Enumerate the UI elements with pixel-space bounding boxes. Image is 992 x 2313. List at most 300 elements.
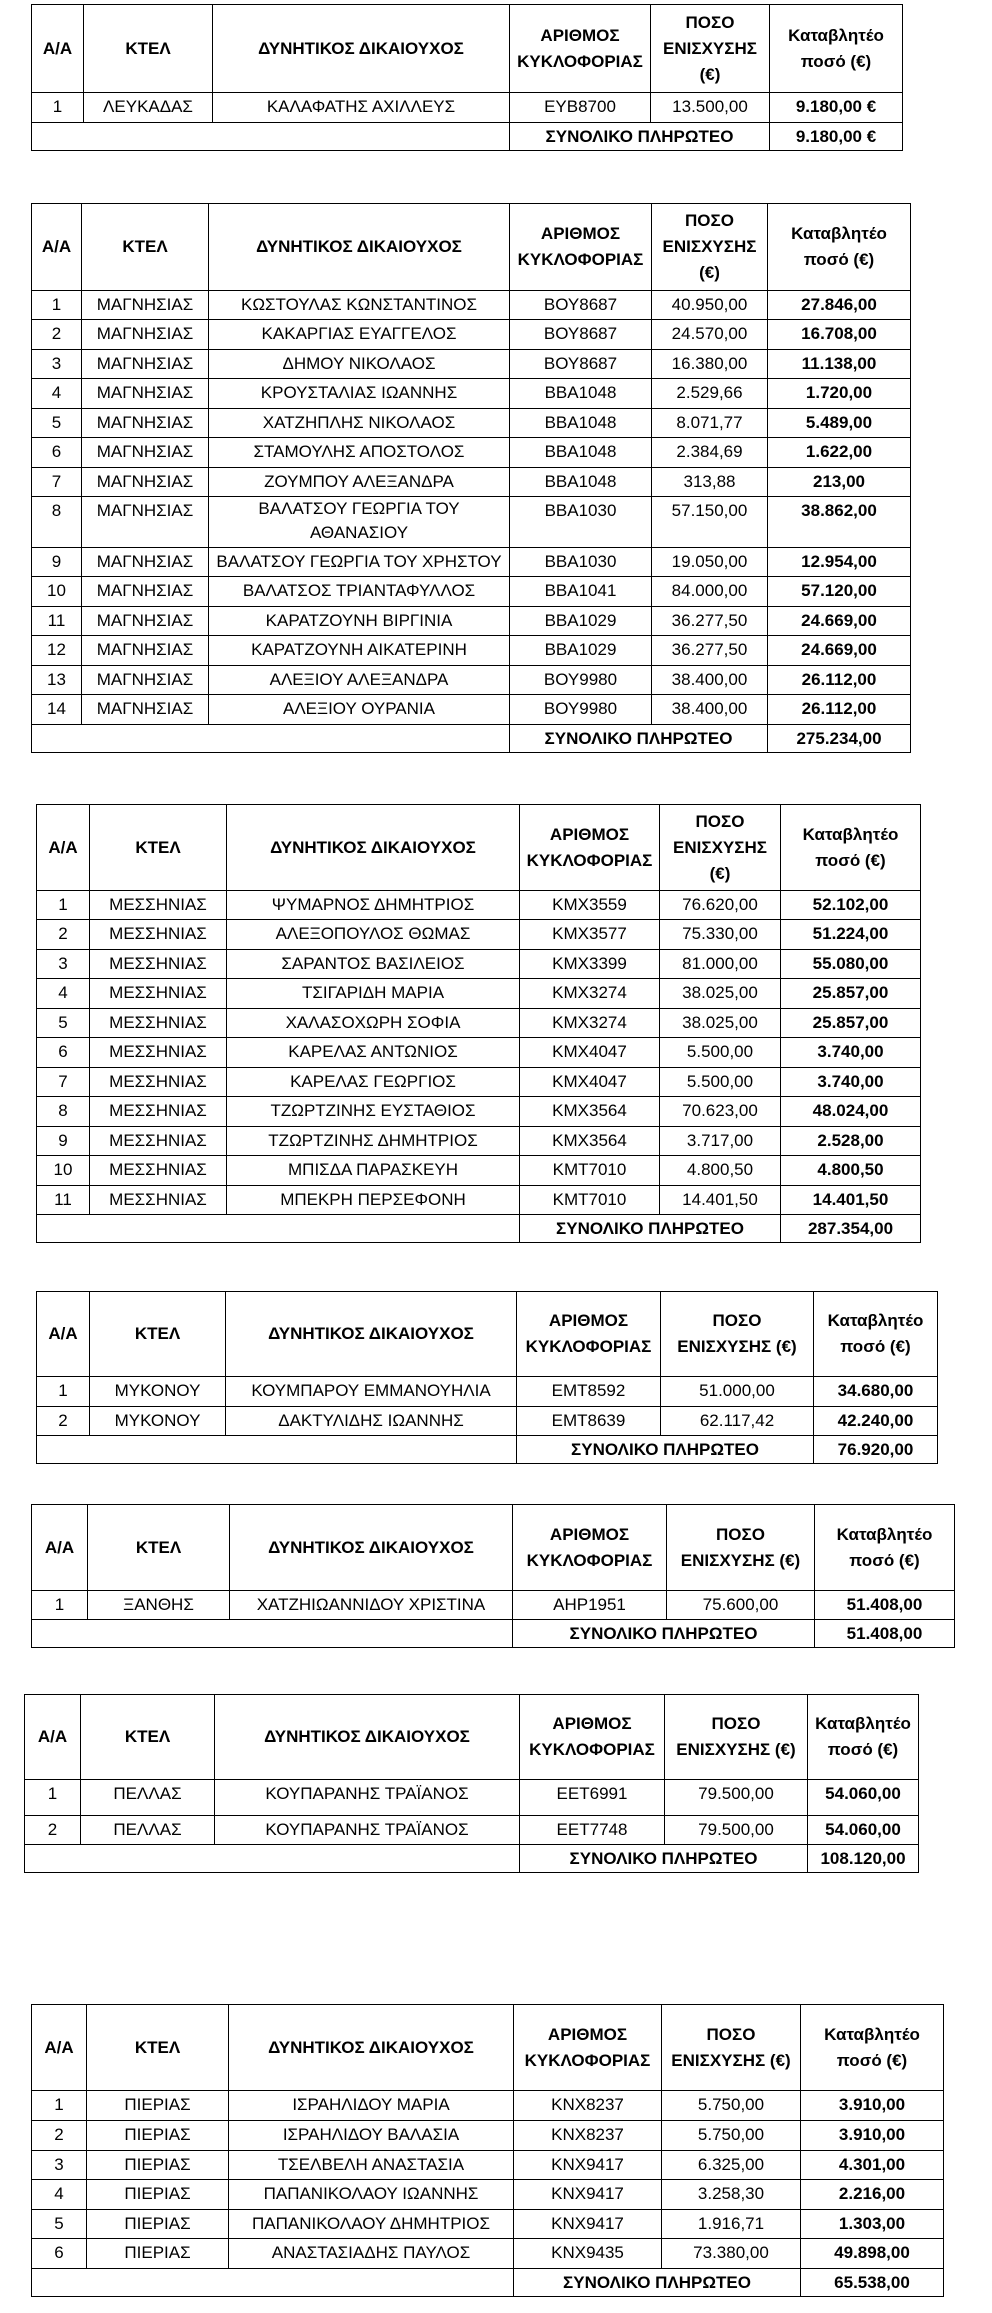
payable-amount-cell: 3.740,00 — [781, 1038, 921, 1068]
payable-amount-cell: 48.024,00 — [781, 1097, 921, 1127]
column-header-subsidy: ΠΟΣΟ ΕΝΙΣΧΥΣΗΣ (€) — [661, 1292, 814, 1377]
plate-cell: ΑΗΡ1951 — [513, 1591, 667, 1620]
payable-amount-cell: 3.910,00 — [801, 2121, 944, 2151]
payable-amount-cell: 3.740,00 — [781, 1068, 921, 1097]
subsidy-amount-cell: 14.401,50 — [660, 1186, 781, 1215]
beneficiary-cell: ΖΟΥΜΠΟΥ ΑΛΕΞΑΝΔΡΑ — [209, 468, 510, 497]
column-header-plate: ΑΡΙΘΜΟΣ ΚΥΚΛΟΦΟΡΙΑΣ — [514, 2005, 662, 2091]
ktel-cell: ΠΙΕΡΙΑΣ — [87, 2210, 229, 2239]
table-row — [25, 1816, 919, 1845]
row-number-cell: 10 — [37, 1156, 90, 1186]
table-row — [37, 1097, 921, 1127]
table-row — [37, 1156, 921, 1186]
subsidy-amount-cell: 313,88 — [652, 468, 768, 497]
plate-cell: ΚΜΧ3274 — [520, 979, 660, 1009]
ktel-cell: ΜΕΣΣΗΝΙΑΣ — [90, 891, 227, 920]
total-label: ΣΥΝΟΛΙΚΟ ΠΛΗΡΩΤΕΟ — [513, 1620, 815, 1648]
payable-amount-cell: 51.224,00 — [781, 920, 921, 950]
payable-amount-cell: 54.060,00 — [808, 1780, 919, 1816]
beneficiary-cell: ΧΑΤΖΗΠΛΗΣ ΝΙΚΟΛΑΟΣ — [209, 409, 510, 438]
table-row — [32, 607, 911, 636]
ktel-cell: ΠΙΕΡΙΑΣ — [87, 2180, 229, 2210]
subsidy-amount-cell: 38.025,00 — [660, 979, 781, 1009]
ktel-cell: ΜΑΓΝΗΣΙΑΣ — [82, 497, 209, 548]
total-label: ΣΥΝΟΛΙΚΟ ΠΛΗΡΩΤΕΟ — [517, 1436, 814, 1464]
total-row-spacer — [32, 725, 510, 753]
row-number-cell: 12 — [32, 636, 82, 666]
column-header-ktel: ΚΤΕΛ — [82, 204, 209, 291]
table-row — [32, 93, 903, 123]
column-header-payable: Καταβλητέο ποσό (€) — [781, 805, 921, 891]
total-amount: 9.180,00 € — [770, 123, 903, 151]
total-amount: 287.354,00 — [781, 1215, 921, 1243]
column-header-ktel: ΚΤΕΛ — [90, 805, 227, 891]
column-header-aa: Α/Α — [32, 2005, 87, 2091]
subsidy-amount-cell: 75.330,00 — [660, 920, 781, 950]
beneficiary-cell: ΜΠΙΣΔΑ ΠΑΡΑΣΚΕΥΗ — [227, 1156, 520, 1186]
column-header-plate: ΑΡΙΘΜΟΣ ΚΥΚΛΟΦΟΡΙΑΣ — [520, 805, 660, 891]
payable-amount-cell: 2.528,00 — [781, 1127, 921, 1156]
column-header-ktel: ΚΤΕΛ — [88, 1505, 230, 1591]
plate-cell: ΒΒΑ1029 — [510, 607, 652, 636]
subsidy-amount-cell: 3.717,00 — [660, 1127, 781, 1156]
subsidy-amount-cell: 36.277,50 — [652, 636, 768, 666]
beneficiary-cell: ΚΑΚΑΡΓΙΑΣ ΕΥΑΓΓΕΛΟΣ — [209, 320, 510, 350]
total-label: ΣΥΝΟΛΙΚΟ ΠΛΗΡΩΤΕΟ — [514, 2269, 801, 2297]
plate-cell: ΚΜΤ7010 — [520, 1156, 660, 1186]
ktel-cell: ΠΙΕΡΙΑΣ — [87, 2151, 229, 2180]
row-number-cell: 8 — [37, 1097, 90, 1127]
plate-cell: ΚΜΧ3564 — [520, 1097, 660, 1127]
ktel-cell: ΜΑΓΝΗΣΙΑΣ — [82, 607, 209, 636]
table-row — [37, 920, 921, 950]
subsidy-amount-cell: 2.529,66 — [652, 379, 768, 409]
row-number-cell: 3 — [32, 2151, 87, 2180]
table-row — [32, 2239, 944, 2269]
column-header-beneficiary: ΔΥΝΗΤΙΚΟΣ ΔΙΚΑΙΟΥΧΟΣ — [226, 1292, 517, 1377]
beneficiary-cell: ΚΑΡΕΛΑΣ ΓΕΩΡΓΙΟΣ — [227, 1068, 520, 1097]
row-number-cell: 6 — [32, 2239, 87, 2269]
table-row — [32, 695, 911, 725]
beneficiaries-table — [36, 1291, 938, 1464]
total-row-spacer — [25, 1845, 520, 1873]
beneficiary-cell: ΠΑΠΑΝΙΚΟΛΑΟΥ ΔΗΜΗΤΡΙΟΣ — [229, 2210, 514, 2239]
payable-amount-cell: 38.862,00 — [768, 497, 911, 548]
payable-amount-cell: 27.846,00 — [768, 291, 911, 320]
plate-cell: ΕΕΤ7748 — [520, 1816, 665, 1845]
beneficiaries-table — [24, 1694, 919, 1873]
beneficiary-cell: ΚΟΥΠΑΡΑΝΗΣ ΤΡΑΪΑΝΟΣ — [215, 1780, 520, 1816]
table-row — [37, 950, 921, 979]
plate-cell: ΚΜΧ4047 — [520, 1068, 660, 1097]
table-row — [32, 1591, 955, 1620]
subsidy-amount-cell: 1.916,71 — [662, 2210, 801, 2239]
subsidy-amount-cell: 5.750,00 — [662, 2121, 801, 2151]
plate-cell: ΚΜΧ3577 — [520, 920, 660, 950]
column-header-subsidy: ΠΟΣΟ ΕΝΙΣΧΥΣΗΣ (€) — [651, 5, 770, 93]
total-row-spacer — [32, 2269, 514, 2297]
beneficiary-cell: ΣΑΡΑΝΤΟΣ ΒΑΣΙΛΕΙΟΣ — [227, 950, 520, 979]
beneficiary-cell: ΑΛΕΞΟΠΟΥΛΟΣ ΘΩΜΑΣ — [227, 920, 520, 950]
row-number-cell: 2 — [25, 1816, 81, 1845]
table-row — [32, 409, 911, 438]
plate-cell: ΚΜΧ4047 — [520, 1038, 660, 1068]
column-header-payable: Καταβλητέο ποσό (€) — [808, 1695, 919, 1780]
ktel-cell: ΜΑΓΝΗΣΙΑΣ — [82, 468, 209, 497]
beneficiary-cell: ΤΖΩΡΤΖΙΝΗΣ ΕΥΣΤΑΘΙΟΣ — [227, 1097, 520, 1127]
column-header-aa: Α/Α — [32, 204, 82, 291]
payable-amount-cell: 24.669,00 — [768, 636, 911, 666]
ktel-cell: ΜΕΣΣΗΝΙΑΣ — [90, 1156, 227, 1186]
total-label: ΣΥΝΟΛΙΚΟ ΠΛΗΡΩΤΕΟ — [520, 1215, 781, 1243]
row-number-cell: 2 — [37, 920, 90, 950]
row-number-cell: 10 — [32, 577, 82, 607]
payable-amount-cell: 1.303,00 — [801, 2210, 944, 2239]
row-number-cell: 6 — [32, 438, 82, 468]
table-row — [37, 979, 921, 1009]
subsidy-amount-cell: 6.325,00 — [662, 2151, 801, 2180]
subsidy-amount-cell: 5.500,00 — [660, 1038, 781, 1068]
beneficiary-cell: ΚΟΥΜΠΑΡΟΥ ΕΜΜΑΝΟΥΗΛΙΑ — [226, 1377, 517, 1407]
column-header-plate: ΑΡΙΘΜΟΣ ΚΥΚΛΟΦΟΡΙΑΣ — [517, 1292, 661, 1377]
total-row — [37, 1215, 921, 1243]
payable-amount-cell: 52.102,00 — [781, 891, 921, 920]
subsidy-amount-cell: 38.025,00 — [660, 1009, 781, 1038]
subsidy-amount-cell: 13.500,00 — [651, 93, 770, 123]
table-row — [32, 379, 911, 409]
subsidy-amount-cell: 38.400,00 — [652, 666, 768, 695]
beneficiary-cell: ΑΝΑΣΤΑΣΙΑΔΗΣ ΠΑΥΛΟΣ — [229, 2239, 514, 2269]
subsidy-amount-cell: 70.623,00 — [660, 1097, 781, 1127]
column-header-payable: Καταβλητέο ποσό (€) — [801, 2005, 944, 2091]
table-row — [32, 2180, 944, 2210]
ktel-cell: ΜΕΣΣΗΝΙΑΣ — [90, 1038, 227, 1068]
beneficiary-cell: ΣΤΑΜΟΥΛΗΣ ΑΠΟΣΤΟΛΟΣ — [209, 438, 510, 468]
column-header-subsidy: ΠΟΣΟ ΕΝΙΣΧΥΣΗΣ (€) — [660, 805, 781, 891]
total-label: ΣΥΝΟΛΙΚΟ ΠΛΗΡΩΤΕΟ — [510, 725, 768, 753]
table-row — [32, 577, 911, 607]
total-row — [32, 725, 911, 753]
row-number-cell: 5 — [32, 2210, 87, 2239]
table-row — [32, 2210, 944, 2239]
subsidy-amount-cell: 3.258,30 — [662, 2180, 801, 2210]
row-number-cell: 4 — [32, 379, 82, 409]
row-number-cell: 11 — [37, 1186, 90, 1215]
ktel-cell: ΜΑΓΝΗΣΙΑΣ — [82, 291, 209, 320]
plate-cell: ΚΜΧ3274 — [520, 1009, 660, 1038]
row-number-cell: 1 — [32, 93, 84, 123]
subsidy-amount-cell: 24.570,00 — [652, 320, 768, 350]
beneficiary-cell: ΒΑΛΑΤΣΟΥ ΓΕΩΡΓΙΑ ΤΟΥ ΧΡΗΣΤΟΥ — [209, 548, 510, 577]
plate-cell: ΕΜΤ8639 — [517, 1407, 661, 1436]
ktel-cell: ΜΑΓΝΗΣΙΑΣ — [82, 666, 209, 695]
beneficiary-cell: ΚΡΟΥΣΤΑΛΙΑΣ ΙΩΑΝΝΗΣ — [209, 379, 510, 409]
payable-amount-cell: 4.800,50 — [781, 1156, 921, 1186]
subsidy-amount-cell: 79.500,00 — [665, 1816, 808, 1845]
ktel-cell: ΜΕΣΣΗΝΙΑΣ — [90, 1009, 227, 1038]
table-row — [37, 1377, 938, 1407]
subsidy-amount-cell: 73.380,00 — [662, 2239, 801, 2269]
payable-amount-cell: 16.708,00 — [768, 320, 911, 350]
table-row — [32, 2091, 944, 2121]
ktel-cell: ΛΕΥΚΑΔΑΣ — [84, 93, 213, 123]
beneficiaries-table — [31, 4, 903, 151]
row-number-cell: 1 — [32, 2091, 87, 2121]
column-header-aa: Α/Α — [37, 1292, 90, 1377]
table-row — [37, 1068, 921, 1097]
table-header-row — [32, 204, 911, 291]
table-row — [32, 2121, 944, 2151]
subsidy-amount-cell: 5.750,00 — [662, 2091, 801, 2121]
subsidy-amount-cell: 75.600,00 — [667, 1591, 815, 1620]
total-label: ΣΥΝΟΛΙΚΟ ΠΛΗΡΩΤΕΟ — [510, 123, 770, 151]
ktel-cell: ΠΙΕΡΙΑΣ — [87, 2091, 229, 2121]
ktel-cell: ΜΑΓΝΗΣΙΑΣ — [82, 438, 209, 468]
table-row — [32, 548, 911, 577]
payable-amount-cell: 42.240,00 — [814, 1407, 938, 1436]
plate-cell: ΕΕΤ6991 — [520, 1780, 665, 1816]
payable-amount-cell: 5.489,00 — [768, 409, 911, 438]
table-row — [32, 438, 911, 468]
column-header-ktel: ΚΤΕΛ — [90, 1292, 226, 1377]
plate-cell: ΚΝΧ9435 — [514, 2239, 662, 2269]
plate-cell: ΒΒΑ1048 — [510, 468, 652, 497]
row-number-cell: 1 — [32, 1591, 88, 1620]
ktel-cell: ΜΕΣΣΗΝΙΑΣ — [90, 1068, 227, 1097]
table-row — [32, 2151, 944, 2180]
column-header-aa: Α/Α — [25, 1695, 81, 1780]
payable-amount-cell: 1.720,00 — [768, 379, 911, 409]
table-row — [32, 666, 911, 695]
column-header-subsidy: ΠΟΣΟ ΕΝΙΣΧΥΣΗΣ (€) — [662, 2005, 801, 2091]
table-row — [37, 1038, 921, 1068]
plate-cell: ΚΜΧ3564 — [520, 1127, 660, 1156]
table-row — [32, 636, 911, 666]
plate-cell: ΒΟΥ8687 — [510, 350, 652, 379]
plate-cell: ΒΒΑ1030 — [510, 548, 652, 577]
ktel-cell: ΜΕΣΣΗΝΙΑΣ — [90, 950, 227, 979]
ktel-cell: ΜΥΚΟΝΟΥ — [90, 1407, 226, 1436]
plate-cell: ΕΜΤ8592 — [517, 1377, 661, 1407]
ktel-cell: ΜΑΓΝΗΣΙΑΣ — [82, 350, 209, 379]
payable-amount-cell: 34.680,00 — [814, 1377, 938, 1407]
total-amount: 65.538,00 — [801, 2269, 944, 2297]
payable-amount-cell: 25.857,00 — [781, 979, 921, 1009]
subsidy-amount-cell: 16.380,00 — [652, 350, 768, 379]
ktel-cell: ΜΕΣΣΗΝΙΑΣ — [90, 1097, 227, 1127]
ktel-cell: ΜΕΣΣΗΝΙΑΣ — [90, 1186, 227, 1215]
beneficiary-cell: ΠΑΠΑΝΙΚΟΛΑΟΥ ΙΩΑΝΝΗΣ — [229, 2180, 514, 2210]
subsidy-amount-cell: 76.620,00 — [660, 891, 781, 920]
beneficiary-cell: ΤΖΩΡΤΖΙΝΗΣ ΔΗΜΗΤΡΙΟΣ — [227, 1127, 520, 1156]
table-header-row — [37, 805, 921, 891]
row-number-cell: 5 — [37, 1009, 90, 1038]
column-header-beneficiary: ΔΥΝΗΤΙΚΟΣ ΔΙΚΑΙΟΥΧΟΣ — [209, 204, 510, 291]
column-header-plate: ΑΡΙΘΜΟΣ ΚΥΚΛΟΦΟΡΙΑΣ — [520, 1695, 665, 1780]
column-header-beneficiary: ΔΥΝΗΤΙΚΟΣ ΔΙΚΑΙΟΥΧΟΣ — [227, 805, 520, 891]
row-number-cell: 7 — [32, 468, 82, 497]
plate-cell: ΒΒΑ1030 — [510, 497, 652, 548]
ktel-cell: ΜΕΣΣΗΝΙΑΣ — [90, 1127, 227, 1156]
payable-amount-cell: 14.401,50 — [781, 1186, 921, 1215]
plate-cell: ΒΟΥ8687 — [510, 320, 652, 350]
ktel-cell: ΜΑΓΝΗΣΙΑΣ — [82, 379, 209, 409]
column-header-aa: Α/Α — [32, 5, 84, 93]
table-header-row — [32, 1505, 955, 1591]
table-row — [37, 1186, 921, 1215]
table-row — [37, 891, 921, 920]
row-number-cell: 3 — [37, 950, 90, 979]
total-row — [37, 1436, 938, 1464]
subsidy-amount-cell: 79.500,00 — [665, 1780, 808, 1816]
table-row — [37, 1407, 938, 1436]
plate-cell: ΚΝΧ8237 — [514, 2091, 662, 2121]
payable-amount-cell: 213,00 — [768, 468, 911, 497]
table-row — [25, 1780, 919, 1816]
row-number-cell: 1 — [25, 1780, 81, 1816]
row-number-cell: 14 — [32, 695, 82, 725]
payable-amount-cell: 54.060,00 — [808, 1816, 919, 1845]
row-number-cell: 7 — [37, 1068, 90, 1097]
beneficiary-cell: ΜΠΕΚΡΗ ΠΕΡΣΕΦΟΝΗ — [227, 1186, 520, 1215]
ktel-cell: ΜΑΓΝΗΣΙΑΣ — [82, 636, 209, 666]
subsidy-amount-cell: 51.000,00 — [661, 1377, 814, 1407]
row-number-cell: 3 — [32, 350, 82, 379]
table-header-row — [32, 2005, 944, 2091]
table-row — [32, 497, 911, 548]
beneficiary-cell: ΙΣΡΑΗΛΙΔΟΥ ΒΑΛΑΣΙΑ — [229, 2121, 514, 2151]
payable-amount-cell: 2.216,00 — [801, 2180, 944, 2210]
column-header-payable: Καταβλητέο ποσό (€) — [815, 1505, 955, 1591]
table-row — [37, 1009, 921, 1038]
subsidy-amount-cell: 81.000,00 — [660, 950, 781, 979]
ktel-cell: ΞΑΝΘΗΣ — [88, 1591, 230, 1620]
row-number-cell: 13 — [32, 666, 82, 695]
column-header-ktel: ΚΤΕΛ — [84, 5, 213, 93]
beneficiary-cell: ΨΥΜΑΡΝΟΣ ΔΗΜΗΤΡΙΟΣ — [227, 891, 520, 920]
payable-amount-cell: 12.954,00 — [768, 548, 911, 577]
payable-amount-cell: 57.120,00 — [768, 577, 911, 607]
row-number-cell: 6 — [37, 1038, 90, 1068]
beneficiaries-table — [31, 1504, 955, 1648]
column-header-beneficiary: ΔΥΝΗΤΙΚΟΣ ΔΙΚΑΙΟΥΧΟΣ — [213, 5, 510, 93]
plate-cell: ΚΜΧ3399 — [520, 950, 660, 979]
beneficiary-cell: ΙΣΡΑΗΛΙΔΟΥ ΜΑΡΙΑ — [229, 2091, 514, 2121]
row-number-cell: 5 — [32, 409, 82, 438]
column-header-aa: Α/Α — [37, 805, 90, 891]
row-number-cell: 9 — [37, 1127, 90, 1156]
payable-amount-cell: 24.669,00 — [768, 607, 911, 636]
column-header-subsidy: ΠΟΣΟ ΕΝΙΣΧΥΣΗΣ (€) — [667, 1505, 815, 1591]
ktel-cell: ΜΑΓΝΗΣΙΑΣ — [82, 409, 209, 438]
row-number-cell: 2 — [37, 1407, 90, 1436]
ktel-cell: ΜΕΣΣΗΝΙΑΣ — [90, 979, 227, 1009]
beneficiary-cell: ΔΑΚΤΥΛΙΔΗΣ ΙΩΑΝΝΗΣ — [226, 1407, 517, 1436]
column-header-plate: ΑΡΙΘΜΟΣ ΚΥΚΛΟΦΟΡΙΑΣ — [513, 1505, 667, 1591]
table-row — [32, 291, 911, 320]
total-amount: 76.920,00 — [814, 1436, 938, 1464]
plate-cell: ΚΝΧ8237 — [514, 2121, 662, 2151]
row-number-cell: 9 — [32, 548, 82, 577]
plate-cell: ΒΟΥ9980 — [510, 666, 652, 695]
payable-amount-cell: 9.180,00 € — [770, 93, 903, 123]
column-header-subsidy: ΠΟΣΟ ΕΝΙΣΧΥΣΗΣ (€) — [665, 1695, 808, 1780]
column-header-payable: Καταβλητέο ποσό (€) — [768, 204, 911, 291]
table-header-row — [25, 1695, 919, 1780]
total-label: ΣΥΝΟΛΙΚΟ ΠΛΗΡΩΤΕΟ — [520, 1845, 808, 1873]
plate-cell: ΒΒΑ1048 — [510, 379, 652, 409]
payable-amount-cell: 4.301,00 — [801, 2151, 944, 2180]
payable-amount-cell: 51.408,00 — [815, 1591, 955, 1620]
row-number-cell: 11 — [32, 607, 82, 636]
total-amount: 275.234,00 — [768, 725, 911, 753]
row-number-cell: 1 — [37, 1377, 90, 1407]
row-number-cell: 8 — [32, 497, 82, 548]
total-amount: 51.408,00 — [815, 1620, 955, 1648]
total-row-spacer — [37, 1436, 517, 1464]
total-row-spacer — [37, 1215, 520, 1243]
plate-cell: ΕΥΒ8700 — [510, 93, 651, 123]
plate-cell: ΚΜΤ7010 — [520, 1186, 660, 1215]
payable-amount-cell: 26.112,00 — [768, 695, 911, 725]
beneficiary-cell: ΚΑΡΕΛΑΣ ΑΝΤΩΝΙΟΣ — [227, 1038, 520, 1068]
total-row-spacer — [32, 1620, 513, 1648]
beneficiary-cell: ΑΛΕΞΙΟΥ ΟΥΡΑΝΙΑ — [209, 695, 510, 725]
total-amount: 108.120,00 — [808, 1845, 919, 1873]
ktel-cell: ΜΥΚΟΝΟΥ — [90, 1377, 226, 1407]
ktel-cell: ΠΙΕΡΙΑΣ — [87, 2121, 229, 2151]
beneficiary-cell: ΚΟΥΠΑΡΑΝΗΣ ΤΡΑΪΑΝΟΣ — [215, 1816, 520, 1845]
beneficiary-cell: ΤΣΕΛΒΕΛΗ ΑΝΑΣΤΑΣΙΑ — [229, 2151, 514, 2180]
beneficiaries-table — [31, 2004, 944, 2297]
payable-amount-cell: 25.857,00 — [781, 1009, 921, 1038]
subsidy-amount-cell: 84.000,00 — [652, 577, 768, 607]
subsidy-amount-cell: 36.277,50 — [652, 607, 768, 636]
subsidy-amount-cell: 57.150,00 — [652, 497, 768, 548]
beneficiaries-table — [36, 804, 921, 1243]
beneficiary-cell: ΚΑΛΑΦΑΤΗΣ ΑΧΙΛΛΕΥΣ — [213, 93, 510, 123]
plate-cell: ΒΟΥ9980 — [510, 695, 652, 725]
beneficiary-cell: ΧΑΛΑΣΟΧΩΡΗ ΣΟΦΙΑ — [227, 1009, 520, 1038]
table-row — [32, 320, 911, 350]
plate-cell: ΒΒΑ1048 — [510, 438, 652, 468]
column-header-subsidy: ΠΟΣΟ ΕΝΙΣΧΥΣΗΣ (€) — [652, 204, 768, 291]
table-row — [32, 468, 911, 497]
plate-cell: ΚΝΧ9417 — [514, 2180, 662, 2210]
subsidy-amount-cell: 4.800,50 — [660, 1156, 781, 1186]
subsidy-amount-cell: 8.071,77 — [652, 409, 768, 438]
ktel-cell: ΠΕΛΛΑΣ — [81, 1816, 215, 1845]
plate-cell: ΒΟΥ8687 — [510, 291, 652, 320]
ktel-cell: ΠΙΕΡΙΑΣ — [87, 2239, 229, 2269]
payable-amount-cell: 11.138,00 — [768, 350, 911, 379]
row-number-cell: 2 — [32, 2121, 87, 2151]
column-header-beneficiary: ΔΥΝΗΤΙΚΟΣ ΔΙΚΑΙΟΥΧΟΣ — [230, 1505, 513, 1591]
payable-amount-cell: 55.080,00 — [781, 950, 921, 979]
plate-cell: ΒΒΑ1041 — [510, 577, 652, 607]
total-row — [32, 1620, 955, 1648]
column-header-plate: ΑΡΙΘΜΟΣ ΚΥΚΛΟΦΟΡΙΑΣ — [510, 204, 652, 291]
beneficiary-cell: ΑΛΕΞΙΟΥ ΑΛΕΞΑΝΔΡΑ — [209, 666, 510, 695]
ktel-cell: ΜΕΣΣΗΝΙΑΣ — [90, 920, 227, 950]
table-row — [32, 350, 911, 379]
plate-cell: ΚΝΧ9417 — [514, 2151, 662, 2180]
column-header-payable: Καταβλητέο ποσό (€) — [770, 5, 903, 93]
column-header-beneficiary: ΔΥΝΗΤΙΚΟΣ ΔΙΚΑΙΟΥΧΟΣ — [229, 2005, 514, 2091]
ktel-cell: ΜΑΓΝΗΣΙΑΣ — [82, 320, 209, 350]
column-header-payable: Καταβλητέο ποσό (€) — [814, 1292, 938, 1377]
subsidy-amount-cell: 5.500,00 — [660, 1068, 781, 1097]
